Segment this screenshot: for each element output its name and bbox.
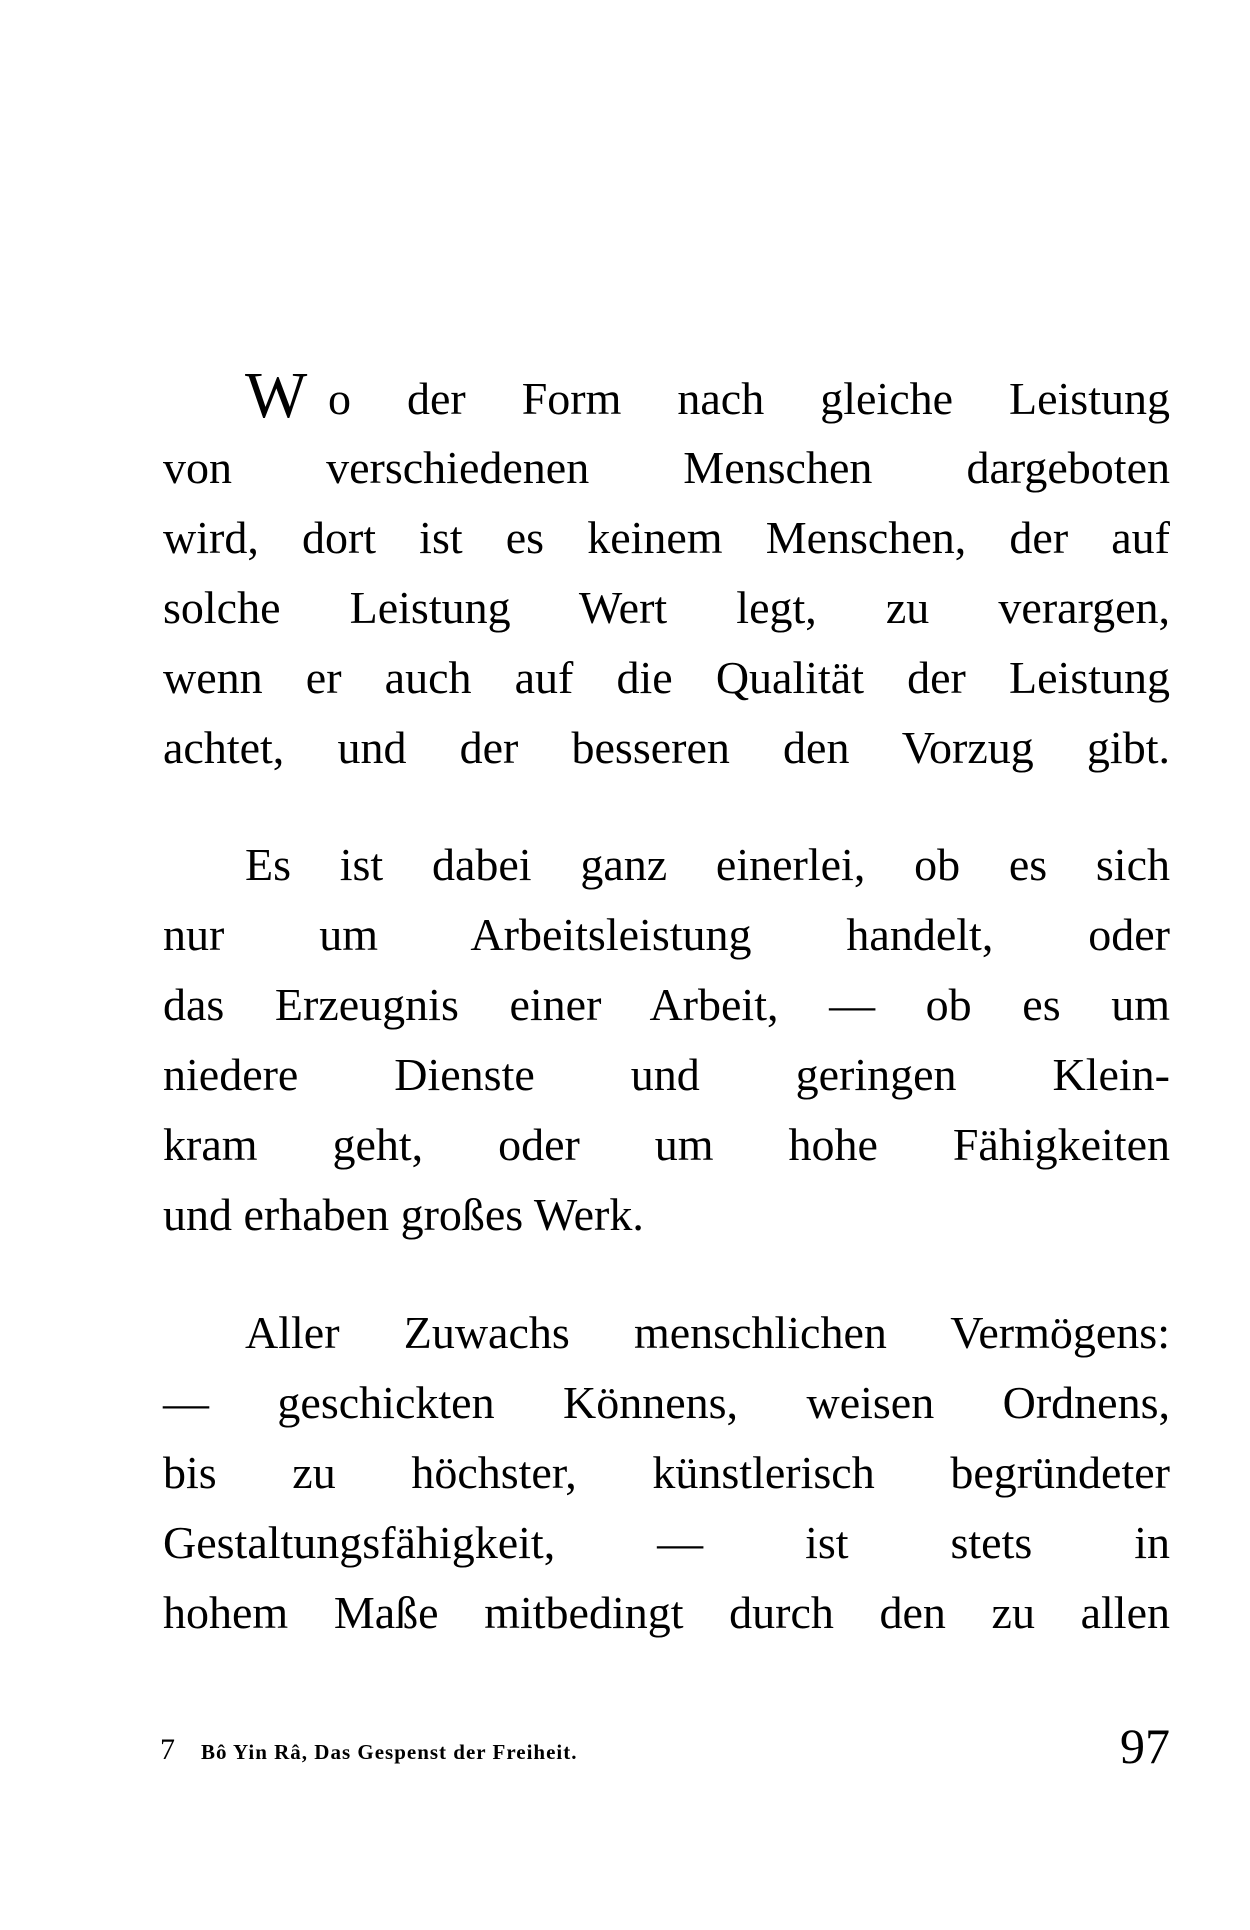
text-line: Es ist dabei ganz einerlei, ob es sich (245, 839, 1170, 890)
text-line: o der Form nach gleiche Leistung (328, 373, 1170, 424)
text-line: hohem Maße mitbedingt durch den zu allen (163, 1587, 1170, 1638)
text-line: nur um Arbeitsleistung handelt, oder (163, 909, 1170, 960)
text-line: solche Leistung Wert legt, zu verargen, (163, 582, 1170, 633)
text-line: wenn er auch auf die Qualität der Leistung (163, 652, 1170, 703)
text-line: Aller Zuwachs menschlichen Vermögens: (245, 1307, 1170, 1358)
text-line: — geschickten Könnens, weisen Ordnens, (163, 1377, 1170, 1428)
text-line: von verschiedenen Menschen dargeboten (163, 442, 1170, 493)
text-line: niedere Dienste und geringen Klein- (163, 1049, 1170, 1100)
text-line: achtet, und der besseren den Vorzug gibt. (163, 722, 1170, 773)
signature-line (160, 1733, 578, 1767)
signature-text: Bô Yin Râ, Das Gespenst der Freiheit. (201, 1740, 578, 1764)
text-line: Gestaltungsfähigkeit, — ist stets in (163, 1517, 1170, 1568)
drop-cap-initial: W (245, 359, 308, 432)
text-line: bis zu höchster, künstlerisch begründeter (163, 1447, 1170, 1498)
text-line: wird, dort ist es keinem Menschen, der auf (163, 512, 1170, 563)
signature-number: 7 (160, 1733, 175, 1766)
text-line: und erhaben großes Werk. (163, 1189, 644, 1240)
page-number: 97 (1120, 1718, 1170, 1774)
text-line: das Erzeugnis einer Arbeit, — ob es um (163, 979, 1170, 1030)
text-line: kram geht, oder um hohe Fähigkeiten (163, 1119, 1170, 1170)
